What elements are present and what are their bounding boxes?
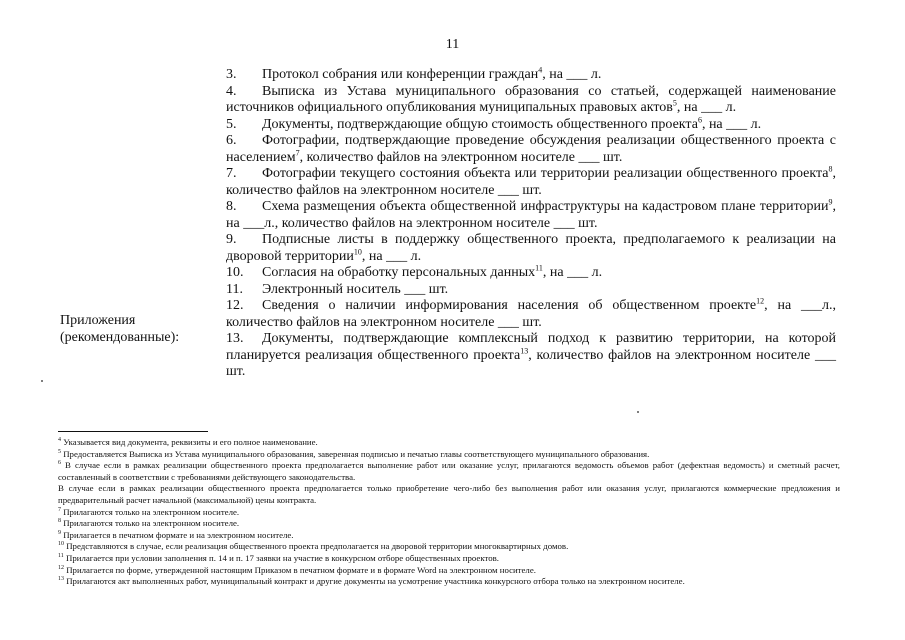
footnote-separator	[58, 431, 208, 432]
list-item: 11. Электронный носитель ___ шт.	[226, 281, 449, 297]
list-item: 6. Фотографии, подтверждающие проведение обсуждения реализации общественного проекта с населением$^7$, количество файлов на электронном носителе ___ шт.	[226, 133, 836, 165]
list-item: 8. Схема размещения объекта общественной инфраструктуры на кадастровом плане территории$^9$, на ___л., количество файлов на электронном носителе ___ шт.	[226, 197, 836, 231]
scan-speck	[41, 380, 43, 382]
footnote: $^6$ В случае если в рамках реализации общественного проекта предполагается выполнение работ или оказание услуг, прилагаются ведомость объемов работ (дефектная ведомость) и сметный расчет, составленный в соответствии с требованиями действующего законодательства.	[58, 460, 840, 482]
footnote: $^{11}$ Прилагается при условии заполнения п. 14 и п. 17 заявки на участие в конкурсном отборе общественных проектов.	[58, 552, 499, 563]
list-item: 4. Выписка из Устава муниципального образования со статьей, содержащей наименование источников официального опубликования муниципальных правовых актов$^5$, на ___ л.	[226, 83, 836, 115]
page-number: 11	[445, 37, 460, 52]
attachments-label-line1: Приложения	[60, 313, 136, 328]
attachments-label-line2: (рекомендованные):	[60, 329, 180, 345]
list-item: 3. Протокол собрания или конференции граждан$^4$, на ___ л.	[226, 65, 602, 82]
list-item: 9. Подписные листы в поддержку общественного проекта, предполагаемого к реализации на дворовой территории$^{10}$, на ___ л.	[226, 232, 836, 264]
footnote: $^{10}$ Представляются в случае, если реализация общественного проекта предполагается на дворовой территории многоквартирных домов.	[58, 541, 569, 552]
list-item: 5. Документы, подтверждающие общую стоимость общественного проекта$^6$, на ___ л.	[226, 114, 762, 132]
footnotes	[58, 437, 840, 588]
list-item: 7. Фотографии текущего состояния объекта или территории реализации общественного проекта$^8$, количество файлов на электронном носителе ___ шт.	[226, 164, 836, 198]
scan-speck	[637, 411, 639, 413]
footnote: $^{12}$ Прилагается по форме, утвержденной настоящим Приказом в печатном формате и в формате Word на электронном носителе.	[58, 564, 536, 575]
list-item: 13. Документы, подтверждающие комплексный подход к развитию территории, на которой планируется реализация общественного проекта$^{13}$, количество файлов на электронном носителе ___ шт.	[226, 331, 836, 379]
footnote: $^7$ Прилагаются только на электронном носителе.	[58, 506, 240, 517]
footnote: $^9$ Прилагается в печатном формате и на электронном носителе.	[58, 529, 294, 540]
footnote: $^4$ Указывается вид документа, реквизиты и его полное наименование.	[58, 437, 318, 447]
footnote: $^8$ Прилагаются только на электронном носителе.	[58, 518, 240, 529]
footnote: $^5$ Предоставляется Выписка из Устава муниципального образования, заверенная подписью и печатью главы соответствующего муниципального образования.	[58, 448, 650, 459]
attachments-label	[60, 313, 179, 346]
list-item: 12. Сведения о наличии информирования населения об общественном проекте$^{12}$, на ___л., количество файлов на электронном носителе ___ шт.	[226, 296, 836, 330]
list-item: 10. Согласия на обработку персональных данных$^{11}$, на ___ л.	[226, 263, 603, 280]
footnote: В случае если в рамках реализации общественного проекта предполагается только приобретение чего-либо без выполнения работ или оказания услуг, прилагаются коммерческие предложения и предварительный расчет начальной (максимальной) цены контракта.	[58, 483, 840, 505]
attachments-list	[226, 67, 836, 381]
footnote: $^{13}$ Прилагаются акт выполненных работ, муниципальный контракт и другие документы на усмотрение участника конкурсного отбора только на электронном носителе.	[58, 576, 685, 587]
